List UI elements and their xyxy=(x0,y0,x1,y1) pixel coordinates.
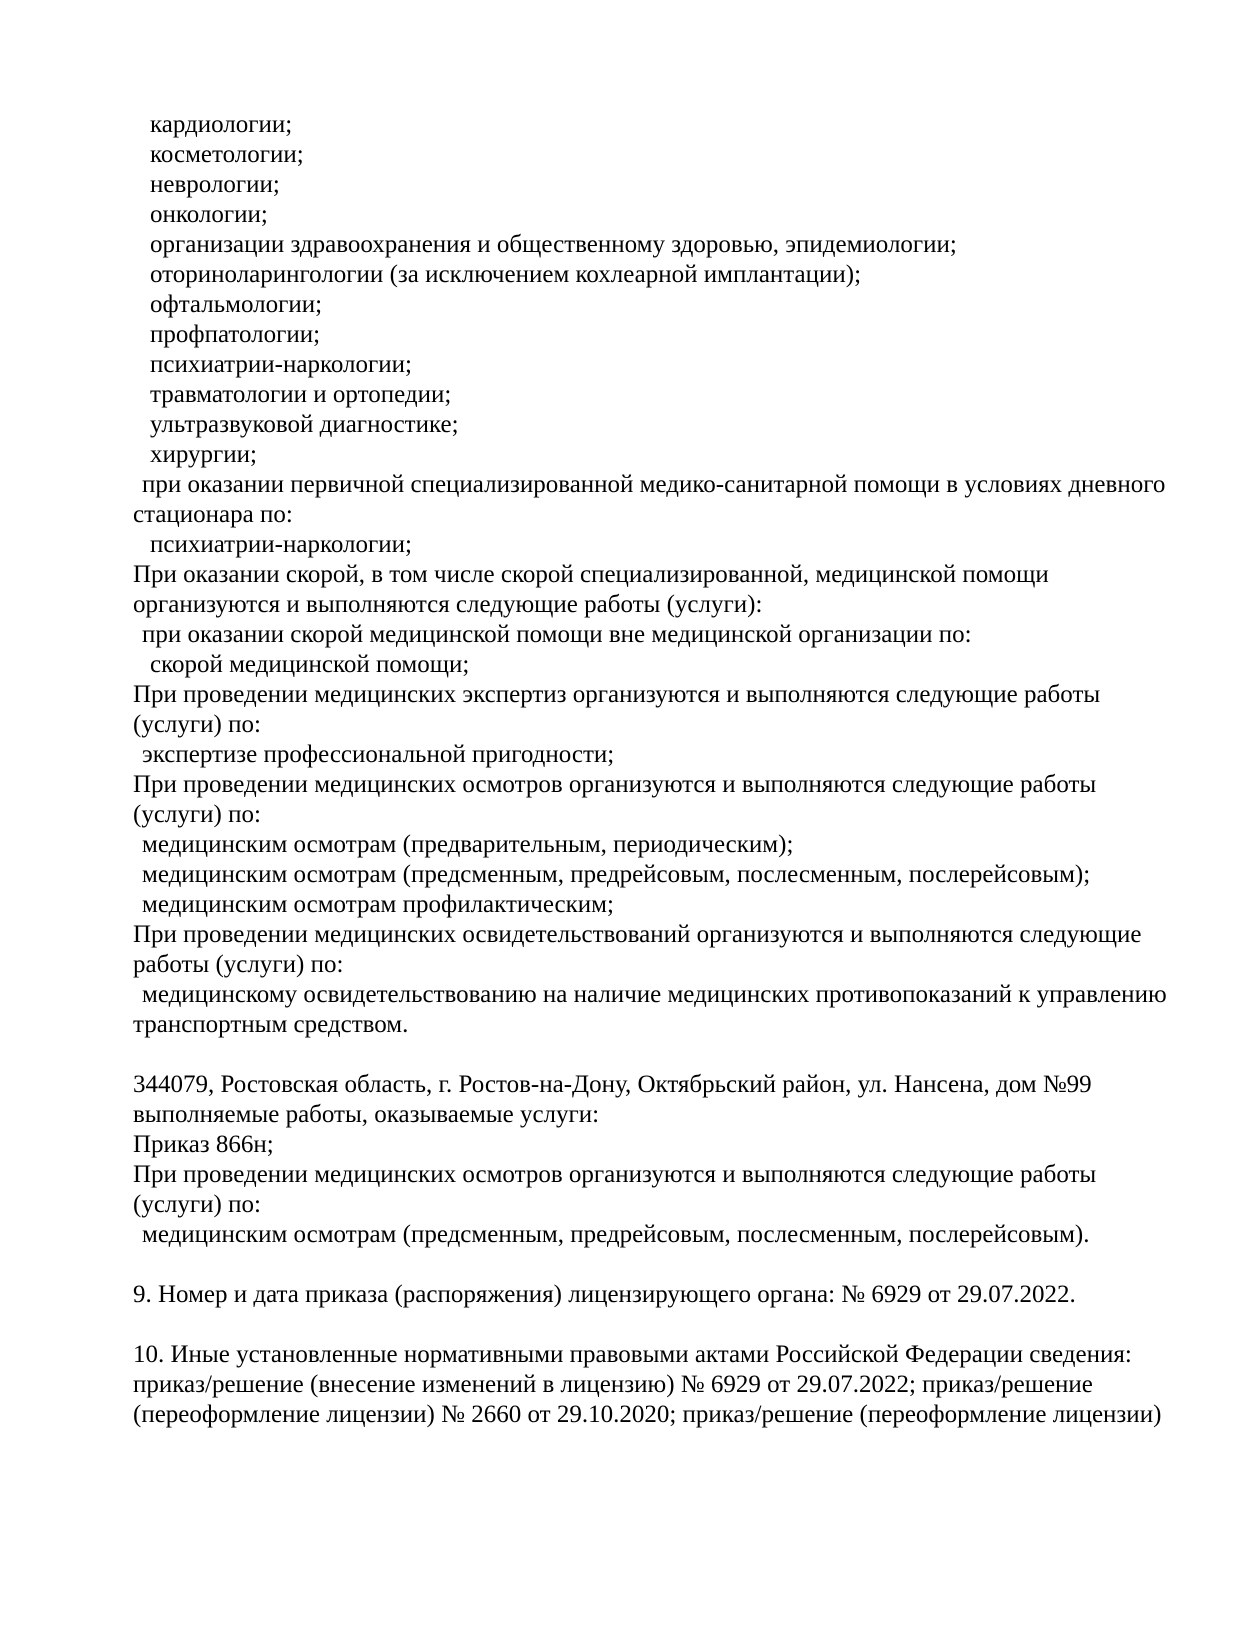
paragraph: При проведении медицинских осмотров организуются и выполняются следующие работы (услуги) по: xyxy=(133,1161,1097,1218)
paragraph: Приказ 866н; xyxy=(133,1131,274,1158)
paragraph: психиатрии-наркологии; xyxy=(150,531,412,558)
paragraph: При проведении медицинских освидетельствований организуются и выполняются следующие работы (услуги) по: xyxy=(133,921,1142,978)
paragraph: при оказании первичной специализированной медико-санитарной помощи в условиях дневного стационара по: xyxy=(133,471,1166,528)
paragraph: оториноларингологии (за исключением кохлеарной имплантации); xyxy=(150,261,862,288)
paragraph: травматологии и ортопедии; xyxy=(150,381,452,408)
paragraph: организации здравоохранения и общественному здоровью, эпидемиологии; xyxy=(150,231,957,258)
paragraph: экспертизе профессиональной пригодности; xyxy=(142,741,615,768)
paragraph: 10. Иные установленные нормативными правовыми актами Российской Федерации сведения: приказ/решение (внесение изменений в лицензию) № 6929 от 29.07.2022; приказ/решение (переоформление лицензии) № 2660 от 29.10.2020; приказ/решение (переоформление лицензии) xyxy=(133,1341,1162,1428)
paragraph: медицинским осмотрам (предсменным, предрейсовым, послесменным, послерейсовым). xyxy=(142,1221,1090,1248)
paragraph: при оказании скорой медицинской помощи вне медицинской организации по: xyxy=(142,621,972,648)
paragraph: При проведении медицинских экспертиз организуются и выполняются следующие работы (услуги) по: xyxy=(133,681,1101,738)
paragraph: медицинским осмотрам (предсменным, предрейсовым, послесменным, послерейсовым); xyxy=(142,861,1091,888)
paragraph: выполняемые работы, оказываемые услуги: xyxy=(133,1101,600,1128)
paragraph: При проведении медицинских осмотров организуются и выполняются следующие работы (услуги) по: xyxy=(133,771,1097,828)
paragraph: офтальмологии; xyxy=(150,291,323,318)
paragraph: косметологии; xyxy=(150,141,304,168)
paragraph: ультразвуковой диагностике; xyxy=(150,411,459,438)
paragraph: онкологии; xyxy=(150,201,268,228)
paragraph: медицинским осмотрам профилактическим; xyxy=(142,891,614,918)
paragraph: хирургии; xyxy=(150,441,258,468)
paragraph: медицинским осмотрам (предварительным, периодическим); xyxy=(142,831,794,858)
paragraph: 344079, Ростовская область, г. Ростов-на-Дону, Октябрьский район, ул. Нансена, дом №99 xyxy=(133,1071,1092,1098)
paragraph: неврологии; xyxy=(150,171,280,198)
license-text-block xyxy=(133,110,1185,1430)
paragraph: скорой медицинской помощи; xyxy=(150,651,470,678)
paragraph: При оказании скорой, в том числе скорой специализированной, медицинской помощи организуются и выполняются следующие работы (услуги): xyxy=(133,561,1049,618)
blank-line xyxy=(133,1250,1185,1280)
paragraph: кардиологии; xyxy=(150,111,293,138)
blank-line xyxy=(133,1040,1185,1070)
paragraph: 9. Номер и дата приказа (распоряжения) лицензирующего органа: № 6929 от 29.07.2022. xyxy=(133,1281,1076,1308)
paragraph: профпатологии; xyxy=(150,321,321,348)
paragraph: психиатрии-наркологии; xyxy=(150,351,412,378)
blank-line xyxy=(133,1310,1185,1340)
paragraph: медицинскому освидетельствованию на наличие медицинских противопоказаний к управлению транспортным средством. xyxy=(133,981,1167,1038)
